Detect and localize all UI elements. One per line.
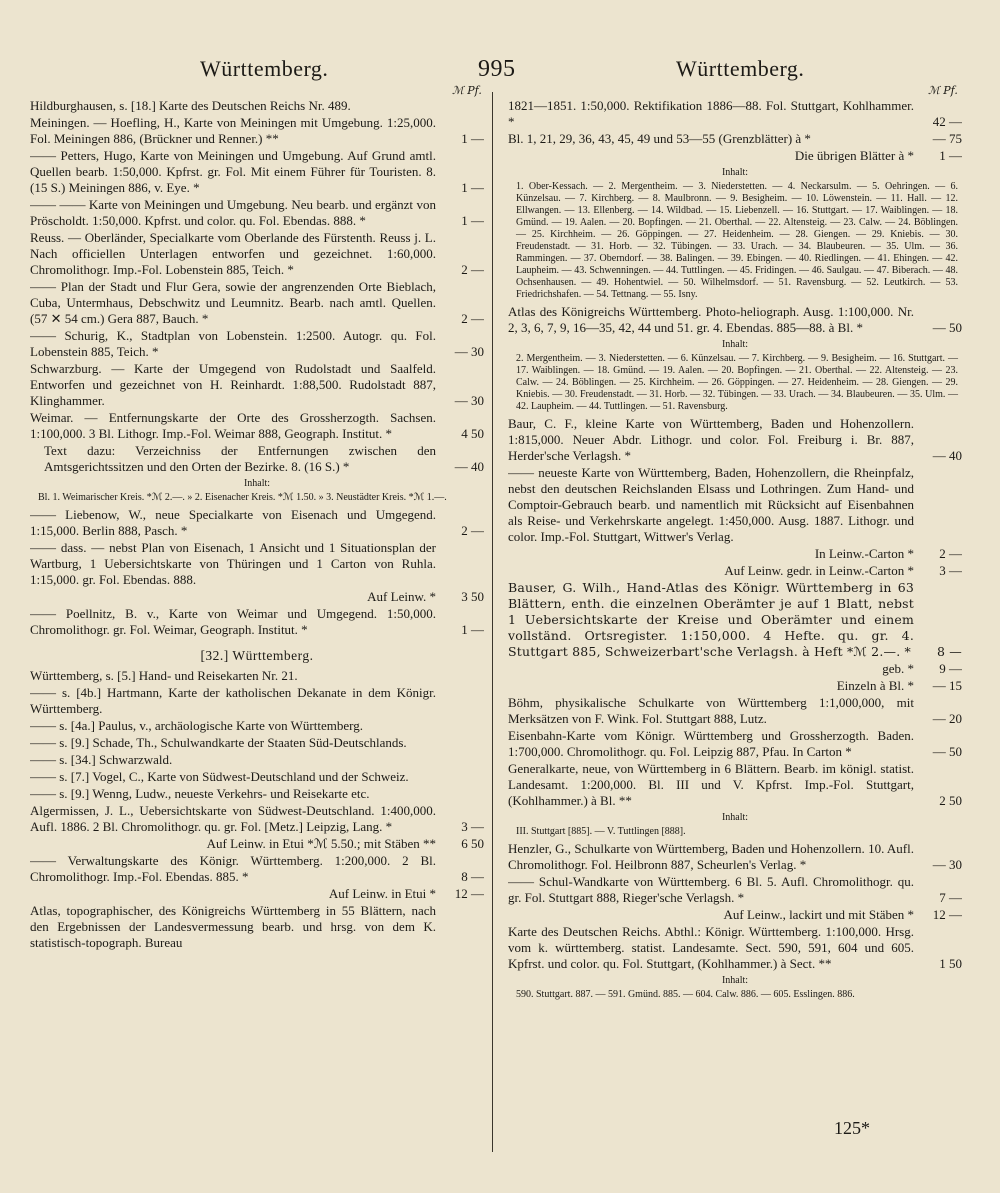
entry-text: Die übrigen Blätter à * bbox=[794, 148, 914, 163]
catalog-entry bbox=[30, 115, 484, 147]
price: — 20 bbox=[932, 711, 962, 726]
entry-text: Text dazu: Verzeichniss der Entfernungen zwischen den Amtsgerichtssitzen und den Orten der Bezirke. 8. (16 S.) * bbox=[44, 443, 436, 474]
entry-text: Schwarzburg. — Karte der Umgegend von Rudolstadt und Saalfeld. Entworfen und gezeichnet von H. Reinhardt. 1:88,500. Rudolstadt 887, Klinghammer. bbox=[30, 361, 436, 408]
catalog-entry bbox=[508, 98, 962, 130]
contents-title: Inhalt: bbox=[721, 975, 749, 986]
catalog-entry bbox=[508, 924, 962, 972]
price: 7 — bbox=[939, 890, 962, 905]
catalog-entry bbox=[508, 695, 962, 727]
price: 6 50 bbox=[461, 836, 484, 851]
catalog-entry bbox=[508, 580, 962, 660]
price: — 30 bbox=[932, 857, 962, 872]
entry-text: Einzeln à Bl. * bbox=[836, 678, 914, 693]
entry-text: Generalkarte, neue, von Württemberg in 6 Blättern. Bearb. im königl. statist. Landesamt. 1:200,000. Bl. III und V. Kpfrst. Imp.-Fol. Stuttgart, (Kohlhammer.) à Bl. ** bbox=[508, 761, 914, 808]
catalog-entry bbox=[30, 606, 484, 638]
catalog-entry bbox=[30, 786, 484, 802]
contents-list: 590. Stuttgart. 887. — 591. Gmünd. 885. — 604. Calw. 886. — 605. Esslingen. 886. bbox=[516, 989, 855, 1000]
currency-header-left: ℳ Pf. bbox=[452, 84, 482, 97]
catalog-entry bbox=[30, 410, 484, 442]
price: — 30 bbox=[454, 344, 484, 359]
entry-text: Böhm, physikalische Schulkarte von Württemberg 1:1,000,000, mit Merksätzen von F. Wink. Fol. Stuttgart 888, Lutz. bbox=[508, 695, 914, 726]
column-divider bbox=[492, 92, 493, 1152]
price: — 50 bbox=[932, 744, 962, 759]
catalog-entry bbox=[30, 230, 484, 278]
entry-text: Baur, C. F., kleine Karte von Württemberg, Baden und Hohenzollern. 1:815,000. Neuer Abdr. Lithogr. und color. Fol. Freiburg i. Br. 887, Herder'sche Verlagsh. * bbox=[508, 416, 914, 463]
running-title-left: Württemberg. bbox=[200, 56, 329, 81]
entry-text: —— Liebenow, W., neue Specialkarte von Eisenach und Umgegend. 1:15,000. Berlin 888, Pasch. * bbox=[30, 507, 436, 538]
currency-header-right: ℳ Pf. bbox=[928, 84, 958, 97]
catalog-entry bbox=[508, 465, 962, 545]
catalog-entry bbox=[508, 841, 962, 873]
entry-text: Bauser, G. Wilh., Hand-Atlas des Königr. Württemberg in 63 Blättern, enth. die einzelnen Oberämter je auf 1 Blatt, nebst 1 Uebersichtskarte der Kreise und Oberämter und einem vollständ. Ortsregister. 1:150,000. 4 Hefte. qu. gr. 4. Stuttgart 885, Schweizerbart'sche Verlagsh. à Heft *ℳ 2.—. * bbox=[508, 580, 914, 659]
contents-title: Inhalt: bbox=[721, 339, 749, 350]
catalog-entry bbox=[30, 685, 484, 717]
price: — 75 bbox=[932, 131, 962, 146]
catalog-entry bbox=[508, 761, 962, 809]
signature-mark: 125* bbox=[834, 1118, 870, 1138]
price: 12 — bbox=[932, 907, 962, 922]
price-line bbox=[508, 148, 962, 164]
entry-text: Eisenbahn-Karte vom Königr. Württemberg und Grossherzogth. Baden. 1:700,000. Chromolithogr. qu. Fol. Leipzig 887, Pfau. In Carton * bbox=[508, 728, 914, 759]
price: 3 — bbox=[461, 819, 484, 834]
entry-text: Auf Leinw. in Etui *ℳ 5.50.; mit Stäben ** bbox=[206, 836, 436, 851]
page-header bbox=[0, 56, 1000, 86]
price: — 50 bbox=[932, 320, 962, 335]
contents-list: 2. Mergentheim. — 3. Niederstetten. — 6. Künzelsau. — 7. Kirchberg. — 9. Besigheim. — 16. Stuttgart. — 17. Waiblingen. — 18. Gmünd. — 19. Aalen. — 20. Bopfingen. — 21. Oberthal. — 22. Altensteig. — 23. Calw. — 24. Böblingen. — 25. Kirchheim. — 26. Göppingen. — 27. Heidenheim. — 28. Giengen. — 29. Kniebis. — 30. Freudenstadt. — 31. Horb. — 32. Tübingen. — 33. Urach. — 34. Blaubeuren. — 35. Ulm. — 42. Laupheim. — 44. Tuttlingen. — 51. Ravensburg. bbox=[516, 353, 958, 412]
entry-text: In Leinw.-Carton * bbox=[814, 546, 914, 561]
contents-list: Bl. 1. Weimarischer Kreis. *ℳ 2.—. » 2. Eisenacher Kreis. *ℳ 1.50. » 3. Neustädter Kreis. *ℳ 1.—. bbox=[38, 492, 447, 503]
price: 9 — bbox=[939, 661, 962, 676]
entry-text: —— dass. — nebst Plan von Eisenach, 1 Ansicht und 1 Situationsplan der Wartburg, 1 Uebersichtskarte von Thüringen und 1 Carton von Ruhla. 1:15,000. gr. Fol. Ebendas. 888. bbox=[30, 540, 436, 587]
price: 1 — bbox=[461, 213, 484, 228]
left-column bbox=[30, 98, 484, 1158]
catalog-entry bbox=[508, 304, 962, 336]
price-line bbox=[30, 836, 484, 852]
entry-text: —— Plan der Stadt und Flur Gera, sowie der angrenzenden Orte Bieblach, Cuba, Untermhaus, Debschwitz und Leumnitz. Bearb. nach amtl. Quellen. (57 ✕ 54 cm.) Gera 887, Bauch. * bbox=[30, 279, 436, 326]
price: 1 50 bbox=[939, 956, 962, 971]
catalog-entry bbox=[30, 328, 484, 360]
price: 8 — bbox=[936, 644, 962, 659]
price-line bbox=[508, 678, 962, 694]
entry-text: —— neueste Karte von Württemberg, Baden, Hohenzollern, die Rheinpfalz, nebst den deutschen Reichslanden Elsass und Lothringen. Zum Hand- und Comptoir-Gebrauch bearb. und namentlich mit Rücksicht auf Eisenbahnen als Reise- und Verkehrskarte angelegt. 1:450,000. Ausg. 1887. Lithogr. und color. Imp.-Fol. Stuttgart, Wittwer's Verlag. bbox=[508, 465, 914, 544]
price: 1 — bbox=[461, 131, 484, 146]
entry-text: 1821—1851. 1:50,000. Rektifikation 1886—88. Fol. Stuttgart, Kohlhammer. * bbox=[508, 98, 914, 129]
price: — 30 bbox=[454, 393, 484, 408]
price: 1 — bbox=[939, 148, 962, 163]
price: — 40 bbox=[932, 448, 962, 463]
catalog-entry bbox=[508, 131, 962, 147]
entry-text: —— s. [34.] Schwarzwald. bbox=[30, 752, 173, 767]
entry-text: Henzler, G., Schulkarte von Württemberg, Baden und Hohenzollern. 10. Aufl. Chromolithogr. Fol. Heilbronn 887, Scheurlen's Verlag. * bbox=[508, 841, 914, 872]
catalog-entry bbox=[508, 874, 962, 906]
price-line bbox=[30, 886, 484, 902]
entry-text: Algermissen, J. L., Uebersichtskarte von Südwest-Deutschland. 1:400,000. Aufl. 1886. 2 Bl. Chromolithogr. qu. gr. Fol. [Metz.] Leipzig, Lang. * bbox=[30, 803, 436, 834]
entry-text: —— Schurig, K., Stadtplan von Lobenstein. 1:2500. Autogr. qu. Fol. Lobenstein 885, Teich. * bbox=[30, 328, 436, 359]
price: 2 — bbox=[461, 523, 484, 538]
price-line bbox=[30, 589, 484, 605]
entry-text: Auf Leinw. gedr. in Leinw.-Carton * bbox=[724, 563, 914, 578]
catalog-entry bbox=[30, 361, 484, 409]
price-line bbox=[508, 661, 962, 677]
entry-text: Auf Leinw. in Etui * bbox=[328, 886, 436, 901]
price: — 40 bbox=[454, 459, 484, 474]
price: 2 50 bbox=[939, 793, 962, 808]
catalog-entry bbox=[30, 803, 484, 835]
price: — 15 bbox=[932, 678, 962, 693]
contents-title: Inhalt: bbox=[721, 812, 749, 823]
entry-text: —— s. [9.] Wenng, Ludw., neueste Verkehrs- und Reisekarte etc. bbox=[30, 786, 370, 801]
running-title-right: Württemberg. bbox=[676, 56, 805, 81]
entry-text: Atlas, topographischer, des Königreichs Württemberg in 55 Blättern, nach den Ergebnissen der Landesvermessung bearb. und hrsg. von dem K. statistisch-topograph. Bureau bbox=[30, 903, 436, 950]
price-line bbox=[508, 907, 962, 923]
price: 2 — bbox=[939, 546, 962, 561]
catalog-entry bbox=[30, 507, 484, 539]
entry-text: Hildburghausen, s. [18.] Karte des Deutschen Reichs Nr. 489. bbox=[30, 98, 351, 113]
catalog-entry bbox=[30, 853, 484, 885]
entry-text: Württemberg, s. [5.] Hand- und Reisekarten Nr. 21. bbox=[30, 668, 298, 683]
entry-text: Bl. 1, 21, 29, 36, 43, 45, 49 und 53—55 (Grenzblätter) à * bbox=[508, 131, 811, 146]
page-number: 995 bbox=[478, 56, 516, 82]
entry-text: Auf Leinw. * bbox=[367, 589, 436, 604]
contents-list: 1. Ober-Kessach. — 2. Mergentheim. — 3. Niederstetten. — 4. Neckarsulm. — 5. Oehringen. — 6. Künzelsau. — 7. Kirchberg. — 8. Maulbronn. — 9. Besigheim. — 10. Löwenstein. — 11. Hall. — 12. Ellwangen. — 13. Ellenberg. — 14. Wildbad. — 15. Liebenzell. — 16. Stuttgart. — 17. Waiblingen. — 18. Gmünd. — 19. Aalen. — 20. Bopfingen. — 21. Oberthal. — 22. Altensteig. — 23. Calw. — 24. Böblingen. — 25. Kirchheim. — 26. Göppingen. — 27. Heidenheim. — 28. Giengen. — 29. Kniebis. — 30. Freudenstadt. — 31. Horb. — 32. Tübingen. — 33. Urach. — 34. Blaubeuren. — 35. Ulm. — 36. Rammingen. — 37. Oberndorf. — 38. Balingen. — 39. Ebingen. — 40. Riedlingen. — 41. Ehingen. — 42. Laupheim. — 43. Schwenningen. — 44. Tuttlingen. — 45. Fridingen. — 46. Saulgau. — 47. Biberach. — 48. Ochsenhausen. — 49. Hohentwiel. — 50. Wilhelmsdorf. — 51. Ravensburg. — 52. Leutkirch. — 53. Friedrichshafen. — 54. Tettnang. — 55. Isny. bbox=[516, 181, 958, 300]
entry-text: —— Poellnitz, B. v., Karte von Weimar und Umgegend. 1:50,000. Chromolithogr. gr. Fol. Weimar, Geograph. Institut. * bbox=[30, 606, 436, 637]
price: 42 — bbox=[932, 114, 962, 129]
entry-text: geb. * bbox=[882, 661, 914, 676]
entry-text: —— s. [7.] Vogel, C., Karte von Südwest-Deutschland und der Schweiz. bbox=[30, 769, 409, 784]
entry-text: —— s. [4a.] Paulus, v., archäologische Karte von Württemberg. bbox=[30, 718, 363, 733]
contents-title: Inhalt: bbox=[721, 167, 749, 178]
entry-text: Auf Leinw., lackirt und mit Stäben * bbox=[723, 907, 914, 922]
catalog-entry bbox=[30, 735, 484, 751]
entry-text: —— —— Karte von Meiningen und Umgebung. Neu bearb. und ergänzt von Pröscholdt. 1:50,000. Kpfrst. und color. qu. Fol. Ebendas. 888. * bbox=[30, 197, 436, 228]
contents-list: III. Stuttgart [885]. — V. Tuttlingen [888]. bbox=[516, 826, 686, 837]
price: 3 — bbox=[939, 563, 962, 578]
price: 8 — bbox=[461, 869, 484, 884]
entry-text: Atlas des Königreichs Württemberg. Photo-heliograph. Ausg. 1:100,000. Nr. 2, 3, 6, 7, 9, 16—35, 42, 44 und 51. gr. 4. Ebendas. 885—88. à Bl. * bbox=[508, 304, 914, 335]
entry-text: Weimar. — Entfernungskarte der Orte des Grossherzogth. Sachsen. 1:100,000. 3 Bl. Lithogr. Imp.-Fol. Weimar 888, Geograph. Institut. * bbox=[30, 410, 436, 441]
catalog-entry bbox=[30, 769, 484, 785]
entry-text: —— Verwaltungskarte des Königr. Württemberg. 1:200,000. 2 Bl. Chromolithogr. Imp.-Fol. Ebendas. 885. * bbox=[30, 853, 436, 884]
contents-title: Inhalt: bbox=[243, 478, 271, 489]
entry-text: —— s. [9.] Schade, Th., Schulwandkarte der Staaten Süd-Deutschlands. bbox=[30, 735, 407, 750]
entry-text: Meiningen. — Hoefling, H., Karte von Meiningen mit Umgebung. 1:25,000. Fol. Meiningen 886, (Brückner und Renner.) ** bbox=[30, 115, 436, 146]
entry-text: —— Schul-Wandkarte von Württemberg. 6 Bl. 5. Aufl. Chromolithogr. qu. gr. Fol. Stuttgart 888, Rieger'sche Verlagsh. * bbox=[508, 874, 914, 905]
price: 4 50 bbox=[461, 426, 484, 441]
section-heading: [32.] Württemberg. bbox=[200, 648, 314, 663]
price-line bbox=[508, 563, 962, 579]
catalog-entry bbox=[30, 540, 484, 588]
entry-text: Reuss. — Oberländer, Specialkarte vom Oberlande des Fürstenth. Reuss j. L. Nach officiellen Unterlagen entworfen und gezeichnet. 1:60,000. Chromolithogr. Imp.-Fol. Lobenstein 885, Teich. * bbox=[30, 230, 436, 277]
entry-text: Karte des Deutschen Reichs. Abthl.: Königr. Württemberg. 1:100,000. Hrsg. vom k. württemberg. statist. Landesamte. Sect. 590, 591, 604 und 605. Kpfrst. und color. qu. Fol. Stuttgart, (Kohlhammer.) à Sect. ** bbox=[508, 924, 914, 971]
price-line bbox=[508, 546, 962, 562]
price: 3 50 bbox=[461, 589, 484, 604]
entry-text: —— s. [4b.] Hartmann, Karte der katholischen Dekanate in dem Königr. Württemberg. bbox=[30, 685, 436, 716]
catalog-entry bbox=[30, 752, 484, 768]
entry-text: —— Petters, Hugo, Karte von Meiningen und Umgebung. Auf Grund amtl. Quellen bearb. 1:50,000. Kpfrst. gr. Fol. Mit einem Führer für Touristen. 8. (15 S.) Meiningen 886, v. Eye. * bbox=[30, 148, 436, 195]
catalog-entry bbox=[508, 416, 962, 464]
price: 2 — bbox=[461, 262, 484, 277]
catalog-entry bbox=[30, 197, 484, 229]
catalog-entry bbox=[30, 443, 484, 475]
catalog-entry bbox=[30, 148, 484, 196]
catalog-entry bbox=[30, 279, 484, 327]
price: 2 — bbox=[461, 311, 484, 326]
catalog-entry bbox=[30, 668, 484, 684]
price: 1 — bbox=[461, 180, 484, 195]
catalog-entry bbox=[508, 728, 962, 760]
price: 1 — bbox=[461, 622, 484, 637]
right-column bbox=[508, 98, 962, 1158]
catalog-entry bbox=[30, 98, 484, 114]
price: 12 — bbox=[454, 886, 484, 901]
catalog-entry bbox=[30, 718, 484, 734]
catalog-entry bbox=[30, 903, 484, 951]
